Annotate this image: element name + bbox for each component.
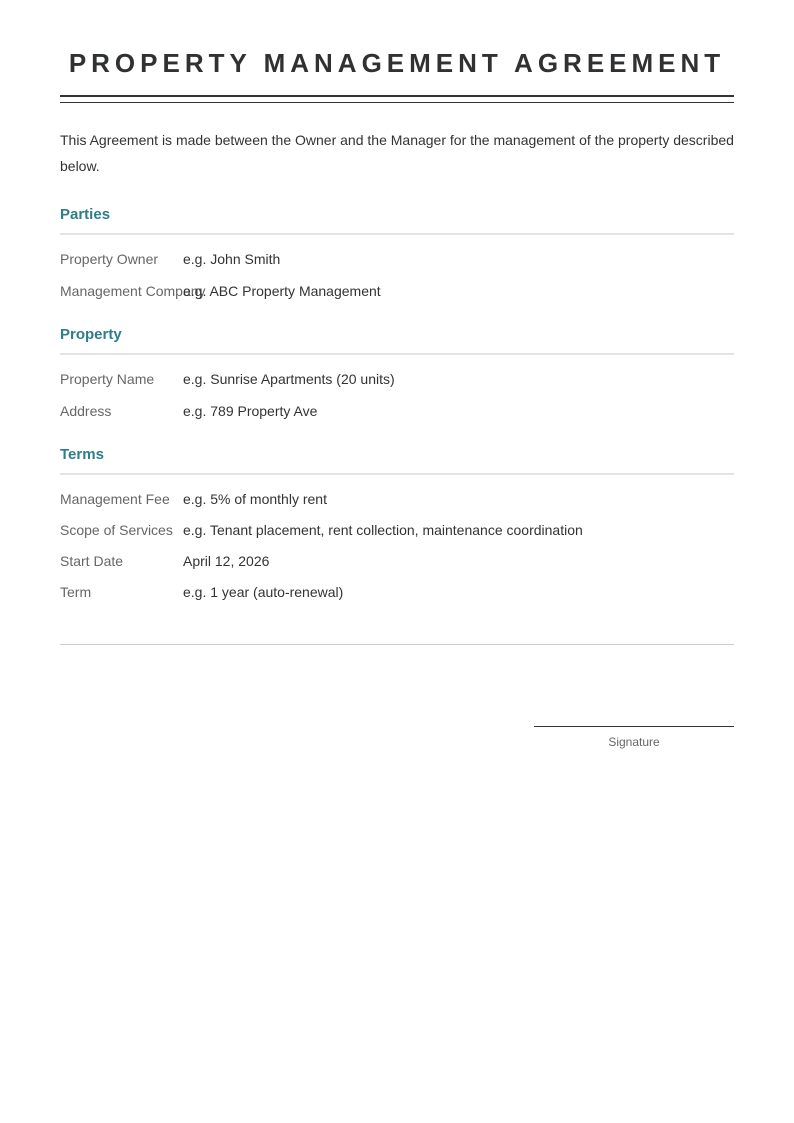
field-row-scope-of-services — [60, 520, 734, 540]
field-label: Management Fee — [60, 491, 170, 507]
property-owner-value: e.g. John Smith — [183, 251, 281, 267]
field-label: Management Company — [60, 283, 206, 299]
signature-block — [534, 726, 734, 750]
signature-label: Signature — [608, 735, 660, 749]
signature-line — [534, 726, 734, 727]
property-fields — [60, 369, 734, 421]
field-label: Property Owner — [60, 251, 159, 267]
field-row-term — [60, 582, 734, 602]
section-heading-parties: Parties — [60, 205, 734, 235]
field-row-address — [60, 401, 734, 421]
field-row-management-fee — [60, 489, 734, 509]
field-row-property-owner — [60, 249, 734, 269]
section-heading-property: Property — [60, 325, 734, 355]
field-label: Start Date — [60, 553, 124, 569]
field-label: Property Name — [60, 371, 155, 387]
management-company-value: e.g. ABC Property Management — [183, 283, 381, 299]
parties-fields — [60, 249, 734, 301]
property-name-value: e.g. Sunrise Apartments (20 units) — [183, 371, 395, 387]
field-label: Address — [60, 403, 112, 419]
term-value: e.g. 1 year (auto-renewal) — [183, 584, 344, 600]
field-row-management-company — [60, 281, 734, 301]
field-label: Term — [60, 584, 92, 600]
agreement-page — [60, 0, 734, 645]
intro-paragraph: This Agreement is made between the Owner and the Manager for the management of the property described below. — [60, 132, 734, 174]
management-fee-value: e.g. 5% of monthly rent — [183, 491, 327, 507]
section-heading-terms: Terms — [60, 445, 734, 475]
field-row-property-name — [60, 369, 734, 389]
document-title: PROPERTY MANAGEMENT AGREEMENT — [68, 48, 726, 78]
field-label: Scope of Services — [60, 522, 173, 538]
terms-fields — [60, 489, 734, 602]
field-row-start-date — [60, 551, 734, 571]
scope-of-services-value: e.g. Tenant placement, rent collection, maintenance coordination — [183, 522, 583, 538]
start-date-value: April 12, 2026 — [183, 553, 270, 569]
address-value: e.g. 789 Property Ave — [183, 403, 318, 419]
title-double-rule — [60, 95, 734, 103]
footer-divider — [60, 644, 734, 645]
